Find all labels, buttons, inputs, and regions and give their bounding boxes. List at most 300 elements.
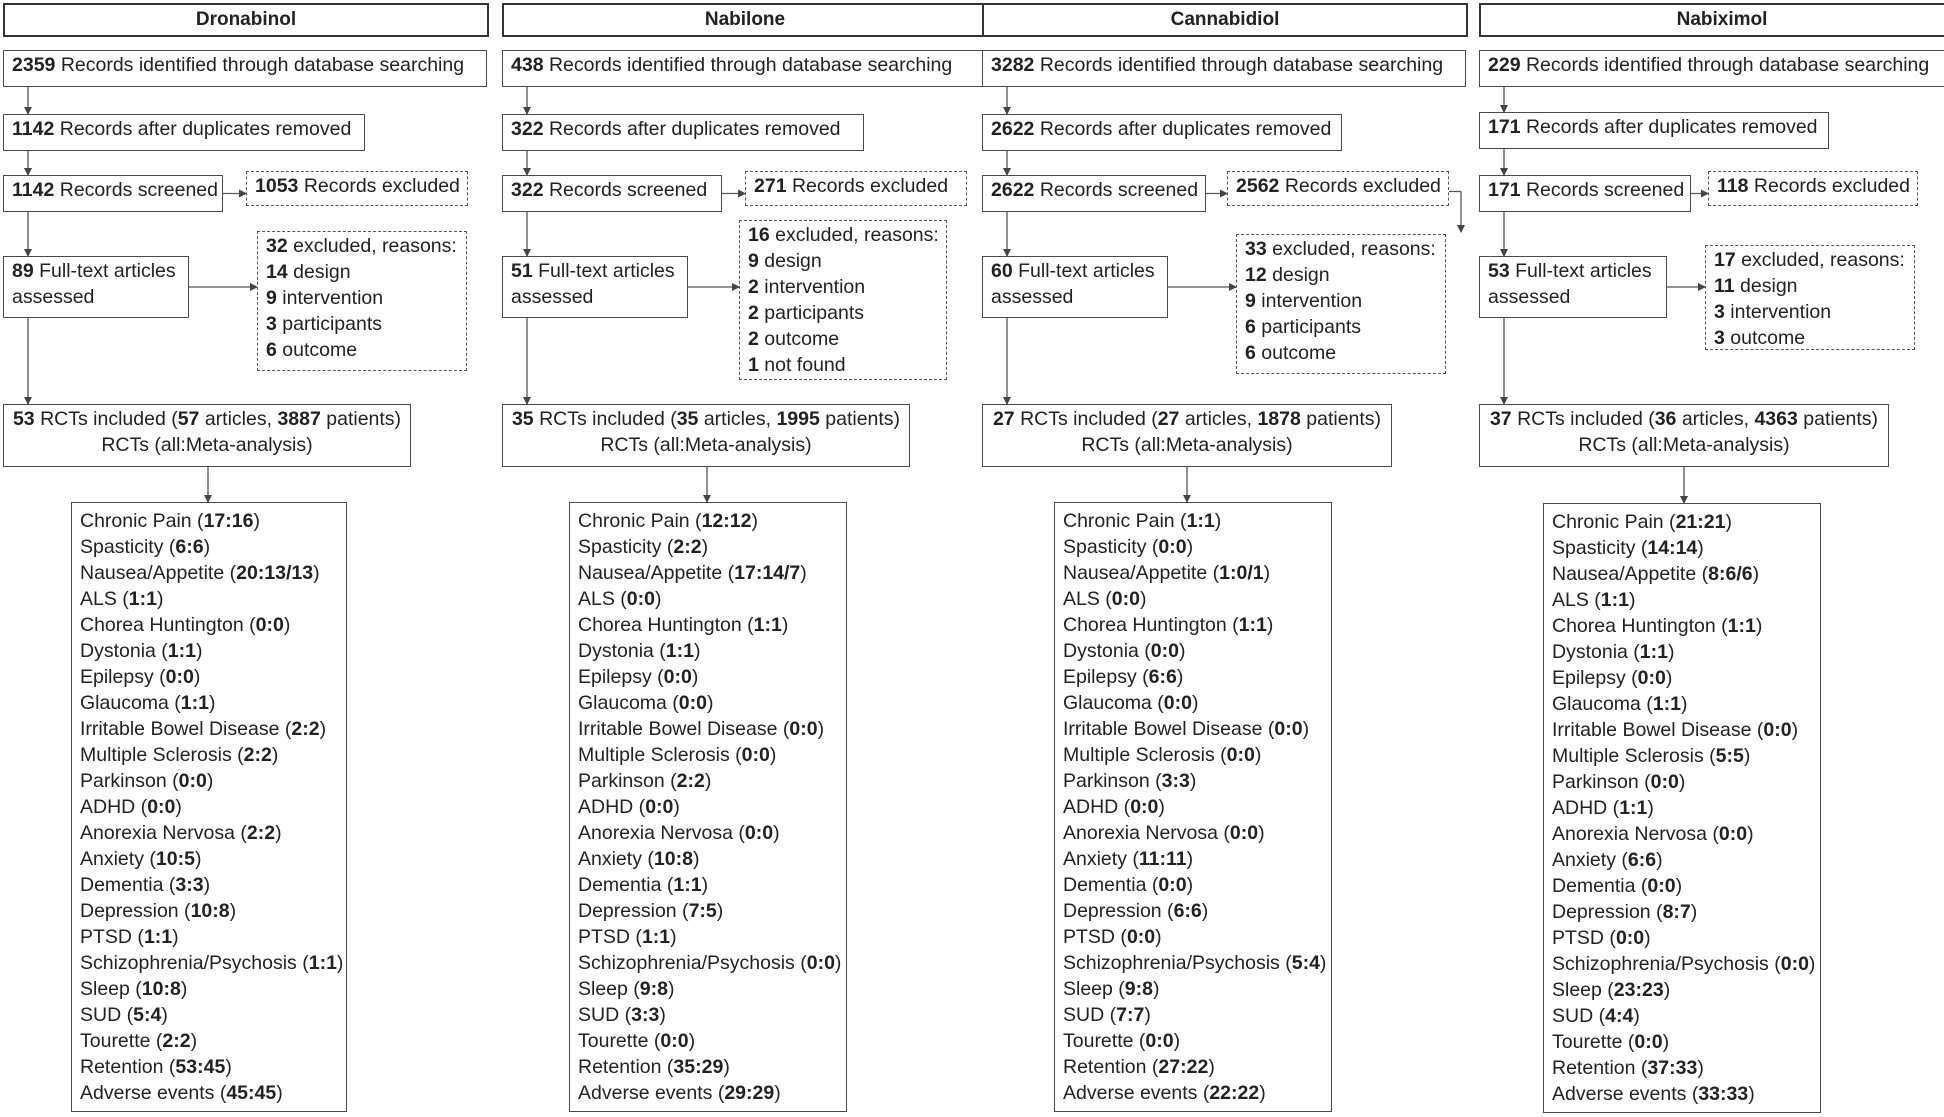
dronabinol-screened-label: Records screened	[59, 179, 218, 201]
dronabinol-exclusion-reason-design-count: 14	[266, 261, 288, 283]
dronabinol-articles-label: articles,	[204, 408, 273, 430]
indication-total: 0	[1637, 667, 1649, 689]
indication-total: 35	[673, 1056, 696, 1078]
indication-label: Adverse events	[1063, 1082, 1198, 1104]
indication-sep: :	[1174, 692, 1182, 714]
indication-total: 1	[1238, 614, 1250, 636]
indication-total: 12	[701, 510, 724, 532]
indication-meta: 0	[164, 796, 176, 818]
dronabinol-records-excluded-box	[246, 171, 468, 206]
indication-label: Glaucoma	[1063, 692, 1152, 714]
indication-row: Dystonia (1:1)	[1552, 641, 1675, 663]
indication-label: Depression	[1063, 900, 1162, 922]
dronabinol-exclusion-reason-intervention-line	[266, 285, 458, 311]
indication-total: 6	[1627, 849, 1639, 871]
indication-sep: :	[684, 874, 691, 896]
indication-label: ADHD	[1552, 797, 1608, 819]
indication-meta: 4	[150, 1004, 162, 1026]
indication-total: 8	[1708, 563, 1719, 585]
indication-label: Multiple Sclerosis	[1063, 744, 1215, 766]
indication-sep: :	[1237, 744, 1244, 766]
indication-row: Nausea/Appetite (8:6/6)	[1552, 563, 1760, 585]
indication-sep: :	[212, 900, 219, 922]
indication-label: Irritable Bowel Disease	[80, 718, 280, 740]
indication-sep: :	[266, 614, 273, 636]
indication-row: Epilepsy (0:0)	[1552, 667, 1673, 689]
cannabidiol-fulltext-assessed-box	[982, 256, 1168, 318]
nabiximol-exclusion-reason-design-count: 11	[1714, 275, 1735, 297]
indication-meta: 0	[824, 952, 835, 974]
indication-row: Anxiety (10:8)	[578, 848, 700, 870]
indication-total: 2	[291, 718, 303, 740]
indication-row: Parkinson (3:3)	[1063, 770, 1197, 792]
nabilone-fulltext-excluded-box	[739, 220, 947, 380]
cannabidiol-rcts-count: 27	[992, 408, 1015, 430]
indication-label: PTSD	[578, 926, 631, 948]
indication-meta: 14	[1675, 537, 1698, 559]
indication-meta: 0	[1147, 796, 1159, 818]
dronabinol-patients-label: patients)	[326, 408, 402, 430]
indication-meta: 22	[1237, 1082, 1260, 1104]
indication-label: Anorexia Nervosa	[80, 822, 235, 844]
indication-row: PTSD (0:0)	[1063, 926, 1162, 948]
indication-label: Schizophrenia/Psychosis	[1063, 952, 1280, 974]
indication-row: Glaucoma (0:0)	[578, 692, 714, 714]
indication-sep: :	[800, 718, 807, 740]
indication-row: Dystonia (1:1)	[578, 640, 701, 662]
dronabinol-excluded-line	[255, 173, 459, 199]
indication-meta: 8	[170, 978, 181, 1000]
indication-total: 0	[1780, 953, 1792, 975]
indication-meta: 0	[1175, 874, 1187, 896]
cannabidiol-exclusion-reason-participants-line	[1245, 314, 1437, 340]
indication-total: 5	[133, 1004, 144, 1026]
indication-meta: 0	[762, 822, 774, 844]
indication-label: Glaucoma	[578, 692, 667, 714]
indication-sep: :	[1726, 745, 1733, 767]
indication-row: Multiple Sclerosis (5:5)	[1552, 745, 1751, 767]
nabilone-exclusion-reason-design-label: design	[764, 250, 822, 272]
indication-row: Chorea Huntington (1:1)	[1552, 615, 1763, 637]
indication-label: Chorea Huntington	[578, 614, 742, 636]
nabilone-screened-line	[511, 177, 713, 203]
nabiximol-excluded-label: Records excluded	[1753, 175, 1910, 197]
nabilone-column-header: Nabilone	[502, 3, 988, 37]
dronabinol-fulltext-excluded-box	[257, 231, 467, 371]
indication-row: Irritable Bowel Disease (0:0)	[1552, 719, 1799, 741]
indication-label: ALS	[578, 588, 615, 610]
indication-total: 2	[676, 770, 688, 792]
indication-label: PTSD	[1063, 926, 1116, 948]
cannabidiol-fulltext-line	[991, 258, 1159, 284]
indication-row: Chronic Pain (21:21)	[1552, 511, 1732, 533]
indication-row: ALS (0:0)	[578, 588, 662, 610]
indication-sep: :	[684, 536, 691, 558]
indication-sep: :	[254, 744, 261, 766]
indication-meta: 16	[231, 510, 254, 532]
indication-total: 53	[175, 1056, 198, 1078]
indication-row: SUD (5:4)	[80, 1004, 168, 1026]
indication-meta: 0	[272, 614, 284, 636]
nabiximol-after-duplicates-line	[1488, 114, 1820, 140]
indication-label: Schizophrenia/Psychosis	[80, 952, 297, 974]
nabiximol-screened-line	[1488, 177, 1685, 203]
nabiximol-indications-box	[1543, 503, 1821, 1113]
indication-sep: :	[319, 952, 327, 974]
indication-row: ALS (1:1)	[1552, 589, 1636, 611]
cannabidiol-fulltext-label: Full-text articles	[1018, 260, 1155, 282]
indication-meta: 2	[179, 1030, 191, 1052]
dronabinol-exclusion-reason-outcome-line	[266, 337, 458, 363]
indication-total: 0	[789, 718, 801, 740]
dronabinol-exclusion-reason-participants-label: participants	[282, 313, 382, 335]
indication-label: Retention	[578, 1056, 662, 1078]
indication-row: Dementia (0:0)	[1552, 875, 1683, 897]
indication-meta: 0	[1144, 926, 1156, 948]
indication-total: 6	[1148, 666, 1160, 688]
indication-sep: :	[752, 744, 759, 766]
indication-label: Dystonia	[80, 640, 156, 662]
indication-sep: :	[1302, 952, 1310, 974]
indication-label: PTSD	[1552, 927, 1605, 949]
indication-meta: 0	[759, 744, 770, 766]
dronabinol-identified-line	[12, 52, 478, 78]
indication-meta: 29	[752, 1082, 775, 1104]
indication-total: 0	[1763, 719, 1775, 741]
indication-meta: 0	[644, 588, 655, 610]
indication-sep: :	[1650, 641, 1658, 663]
indication-total: 0	[1229, 822, 1241, 844]
indication-total: 1	[1652, 693, 1664, 715]
indication-row: Adverse events (29:29)	[578, 1082, 781, 1104]
indication-sep: :	[1635, 979, 1642, 1001]
dronabinol-fulltext-count: 89	[12, 260, 34, 282]
nabilone-exclusion-reason-not-found-label: not found	[764, 354, 846, 376]
indication-meta: 0	[681, 666, 692, 688]
cannabidiol-fulltext-excluded-label: excluded, reasons:	[1272, 238, 1436, 260]
indication-meta: 7	[1133, 1004, 1145, 1026]
dronabinol-after-duplicates-box	[3, 114, 365, 151]
indication-row: Schizophrenia/Psychosis (5:4)	[1063, 952, 1327, 974]
nabilone-exclusion-reason-intervention-count: 2	[748, 276, 759, 298]
indication-total: 4	[1605, 1005, 1616, 1027]
nabiximol-column-header: Nabiximol	[1479, 3, 1944, 37]
nabiximol-records-excluded-box	[1708, 171, 1918, 206]
indication-label: Anxiety	[1552, 849, 1616, 871]
indication-sep: :	[1169, 536, 1176, 558]
indication-sep: :	[1231, 1082, 1238, 1104]
nabiximol-rcts-label: RCTs included (	[1517, 408, 1655, 430]
nabilone-rcts-count: 35	[511, 408, 534, 430]
cannabidiol-exclusion-reason-design-line	[1245, 262, 1437, 288]
nabilone-fulltext-count: 51	[511, 260, 533, 282]
indication-sep: :	[1673, 901, 1680, 923]
cannabidiol-articles-label: articles,	[1184, 408, 1253, 430]
indication-meta: 0	[662, 796, 674, 818]
indication-meta: 3	[648, 1004, 660, 1026]
dronabinol-meta-analysis-label: RCTs (all:Meta-analysis)	[101, 434, 313, 456]
nabiximol-fulltext-excluded-box	[1705, 245, 1915, 350]
indication-total: 0	[744, 822, 756, 844]
indication-sep: :	[1738, 615, 1745, 637]
cannabidiol-excluded-line	[1236, 173, 1440, 199]
nabiximol-included-line	[1488, 406, 1880, 432]
indication-sep: :	[1184, 900, 1191, 922]
nabiximol-articles-label: articles,	[1681, 408, 1750, 430]
indication-label: Nausea/Appetite	[80, 562, 225, 584]
nabilone-screened-label: Records screened	[548, 179, 708, 201]
cannabidiol-excluded-label: Records excluded	[1284, 175, 1441, 197]
dronabinol-records-screened-box	[3, 175, 223, 212]
indication-sep: :	[764, 614, 771, 636]
indication-row: Chorea Huntington (0:0)	[80, 614, 291, 636]
indication-total: 0	[1647, 875, 1659, 897]
cannabidiol-exclusion-reason-outcome-line	[1245, 340, 1437, 366]
indication-meta: 0	[677, 1030, 689, 1052]
dronabinol-screened-line	[12, 177, 218, 203]
indication-row: SUD (7:7)	[1063, 1004, 1151, 1026]
indication-meta: 0	[1668, 771, 1679, 793]
nabilone-exclusion-reason-design-line	[748, 248, 938, 274]
cannabidiol-excluded-count: 2562	[1236, 175, 1280, 197]
dronabinol-exclusion-reason-participants-line	[266, 311, 458, 337]
indication-meta: 0	[1162, 1030, 1174, 1052]
nabiximol-fulltext-label-2: assessed	[1488, 286, 1571, 308]
indication-sep: :	[1638, 849, 1646, 871]
nabiximol-exclusion-reason-design-label: design	[1740, 275, 1798, 297]
indication-meta: 1	[1657, 641, 1669, 663]
indication-row: Sleep (10:8)	[80, 978, 188, 1000]
dronabinol-exclusion-reason-participants-count: 3	[266, 313, 277, 335]
indication-total: 1	[673, 874, 685, 896]
nabilone-identified-line	[511, 52, 977, 78]
indication-sep: :	[1645, 1031, 1652, 1053]
indication-label: Chronic Pain	[1552, 511, 1664, 533]
indication-sep: :	[189, 770, 196, 792]
indication-total: 10	[653, 848, 676, 870]
nabilone-after-duplicates-label: Records after duplicates removed	[548, 118, 841, 140]
indication-total: 1	[180, 692, 192, 714]
indication-meta: 1	[161, 926, 173, 948]
indication-row: Chorea Huntington (1:1)	[1063, 614, 1274, 636]
indication-row: Anxiety (11:11)	[1063, 848, 1194, 870]
nabilone-excluded-count: 271	[754, 175, 787, 197]
nabiximol-meta-analysis-label: RCTs (all:Meta-analysis)	[1578, 434, 1790, 456]
nabiximol-screened-label: Records screened	[1525, 179, 1685, 201]
indication-meta: 8	[218, 900, 230, 922]
dronabinol-fulltext-excluded-label: excluded, reasons:	[293, 235, 457, 257]
indication-row: Retention (35:29)	[578, 1056, 730, 1078]
indication-sep: :	[248, 1082, 255, 1104]
nabilone-patients-label: patients)	[825, 408, 901, 430]
indication-meta: 4	[1309, 952, 1320, 974]
indication-label: Retention	[80, 1056, 164, 1078]
indication-sep: :	[1141, 796, 1148, 818]
cannabidiol-patients-label: patients)	[1306, 408, 1382, 430]
indication-meta: 5	[705, 900, 717, 922]
indication-total: 17	[734, 562, 756, 584]
indication-row: Depression (6:6)	[1063, 900, 1209, 922]
nabiximol-rcts-included-box	[1479, 404, 1889, 467]
indication-sep: :	[1126, 1004, 1134, 1026]
nabiximol-after-duplicates-box	[1479, 112, 1829, 149]
nabiximol-patients-count: 4363	[1754, 408, 1798, 430]
indication-meta: 0	[806, 718, 818, 740]
indication-meta: 1	[185, 640, 197, 662]
cannabidiol-column-header: Cannabidiol	[982, 3, 1468, 37]
indication-sep: :	[1729, 823, 1737, 845]
indication-label: Depression	[578, 900, 677, 922]
indication-total: 2	[162, 1030, 174, 1052]
indication-total: 1	[1727, 615, 1739, 637]
indication-label: Schizophrenia/Psychosis	[578, 952, 795, 974]
indication-total: 11	[1138, 848, 1160, 870]
indication-row: Sleep (9:8)	[578, 978, 675, 1000]
indication-row: Depression (10:8)	[80, 900, 237, 922]
indication-row: Anorexia Nervosa (2:2)	[80, 822, 282, 844]
indication-total: 20	[236, 562, 258, 584]
nabilone-fulltext-excluded-label: excluded, reasons:	[775, 224, 939, 246]
indication-sep: :	[158, 796, 165, 818]
nabiximol-after-duplicates-count: 171	[1488, 116, 1521, 138]
indication-sep: :	[1615, 1005, 1623, 1027]
indication-label: Multiple Sclerosis	[578, 744, 730, 766]
cannabidiol-indications-box	[1054, 502, 1332, 1112]
indication-label: Anxiety	[578, 848, 642, 870]
nabilone-fulltext-excluded-line	[748, 222, 938, 248]
nabiximol-excluded-count: 118	[1717, 175, 1749, 197]
indication-total: 1	[1619, 797, 1631, 819]
indication-row: Tourette (0:0)	[1063, 1030, 1181, 1052]
indication-meta: 0	[1664, 875, 1676, 897]
nabilone-fulltext-label-2: assessed	[511, 286, 594, 308]
indication-sep: :	[1180, 1056, 1187, 1078]
indication-total: 8	[1662, 901, 1674, 923]
indication-label: Chronic Pain	[1063, 510, 1175, 532]
indication-row: Irritable Bowel Disease (2:2)	[80, 718, 327, 740]
indication-sep: :	[257, 822, 265, 844]
cannabidiol-identified-count: 3282	[991, 54, 1035, 76]
indication-total: 21	[1675, 511, 1698, 533]
indication-sep: :	[652, 926, 660, 948]
indication-label: Sleep	[80, 978, 130, 1000]
indication-sep: :	[1285, 718, 1292, 740]
cannabidiol-exclusion-reason-intervention-count: 9	[1245, 290, 1256, 312]
indication-row: Adverse events (45:45)	[80, 1082, 283, 1104]
indication-meta: 1	[146, 588, 157, 610]
indication-sep: :	[689, 692, 697, 714]
indication-sep: :	[1626, 927, 1634, 949]
nabilone-after-duplicates-count: 322	[511, 118, 544, 140]
indication-meta: 11	[1166, 848, 1187, 870]
indication-row: Irritable Bowel Disease (0:0)	[578, 718, 825, 740]
indication-meta: 6/6	[1725, 563, 1753, 585]
indication-label: Sleep	[578, 978, 628, 1000]
indication-total: 23	[1613, 979, 1636, 1001]
indication-meta: 1	[326, 952, 337, 974]
indication-meta: 0	[1129, 588, 1140, 610]
indication-label: Irritable Bowel Disease	[578, 718, 778, 740]
indication-meta: 1	[770, 614, 782, 636]
indication-label: Epilepsy	[578, 666, 652, 688]
dronabinol-rcts-count: 53	[12, 408, 35, 430]
indication-label: Parkinson	[578, 770, 665, 792]
indication-label: Parkinson	[1063, 770, 1150, 792]
indication-total: 0	[1111, 588, 1123, 610]
indication-meta: 0	[1168, 640, 1180, 662]
indication-label: Depression	[1552, 901, 1651, 923]
indication-total: 1	[641, 926, 653, 948]
indication-total: 6	[1173, 900, 1185, 922]
indication-meta: 0	[196, 770, 207, 792]
indication-row: SUD (3:3)	[578, 1004, 666, 1026]
indication-total: 1	[128, 588, 140, 610]
indication-row: PTSD (1:1)	[578, 926, 677, 948]
indication-meta: 0/1	[1236, 562, 1264, 584]
cannabidiol-fulltext-excluded-count: 33	[1245, 238, 1267, 260]
indication-label: Tourette	[578, 1030, 649, 1052]
indication-label: Anxiety	[80, 848, 144, 870]
nabiximol-exclusion-reason-intervention-line	[1714, 299, 1906, 325]
indication-total: 0	[678, 692, 690, 714]
indication-total: 0	[806, 952, 818, 974]
cannabidiol-records-identified-box	[982, 50, 1466, 87]
indication-row: Dystonia (1:1)	[80, 640, 203, 662]
indication-label: Irritable Bowel Disease	[1063, 718, 1263, 740]
nabilone-articles-count: 35	[676, 408, 699, 430]
indication-row: Tourette (2:2)	[80, 1030, 198, 1052]
indication-meta: 5	[184, 848, 195, 870]
indication-meta: 45	[203, 1056, 226, 1078]
indication-meta: 0	[1655, 667, 1666, 689]
indication-label: Dystonia	[578, 640, 654, 662]
indication-total: 29	[724, 1082, 747, 1104]
indication-row: ALS (0:0)	[1063, 588, 1147, 610]
indication-row: Tourette (0:0)	[578, 1030, 696, 1052]
nabilone-records-excluded-box	[745, 171, 967, 206]
indication-row: Multiple Sclerosis (2:2)	[80, 744, 279, 766]
indication-sep: :	[656, 796, 663, 818]
nabilone-indications-box	[569, 502, 847, 1112]
cannabidiol-rcts-included-box	[982, 404, 1392, 467]
nabiximol-fulltext-excluded-line	[1714, 247, 1906, 273]
indication-sep: :	[1791, 953, 1799, 975]
indication-row: Spasticity (0:0)	[1063, 536, 1194, 558]
indication-label: Dementia	[1552, 875, 1636, 897]
indication-row: Parkinson (0:0)	[1552, 771, 1686, 793]
indication-meta: 2	[694, 770, 705, 792]
cannabidiol-screened-label: Records screened	[1039, 179, 1199, 201]
indication-meta: 5	[1733, 745, 1744, 767]
nabilone-rcts-included-box	[502, 404, 910, 467]
indication-row: Chronic Pain (17:16)	[80, 510, 260, 532]
dronabinol-after-duplicates-label: Records after duplicates removed	[59, 118, 352, 140]
indication-sep: :	[817, 952, 825, 974]
indication-label: Anorexia Nervosa	[1552, 823, 1707, 845]
nabiximol-fulltext-assessed-box	[1479, 256, 1667, 318]
indication-total: 2	[243, 744, 255, 766]
indication-meta: 14/7	[762, 562, 801, 584]
indication-sep: :	[186, 536, 193, 558]
indication-label: Irritable Bowel Disease	[1552, 719, 1752, 741]
indication-sep: :	[1611, 589, 1619, 611]
indication-label: Nausea/Appetite	[578, 562, 723, 584]
indication-label: Dementia	[578, 874, 662, 896]
indication-meta: 1	[1255, 614, 1267, 636]
indication-meta: 1	[1744, 615, 1756, 637]
indication-sep: :	[1122, 588, 1130, 610]
indication-total: 0	[165, 666, 177, 688]
